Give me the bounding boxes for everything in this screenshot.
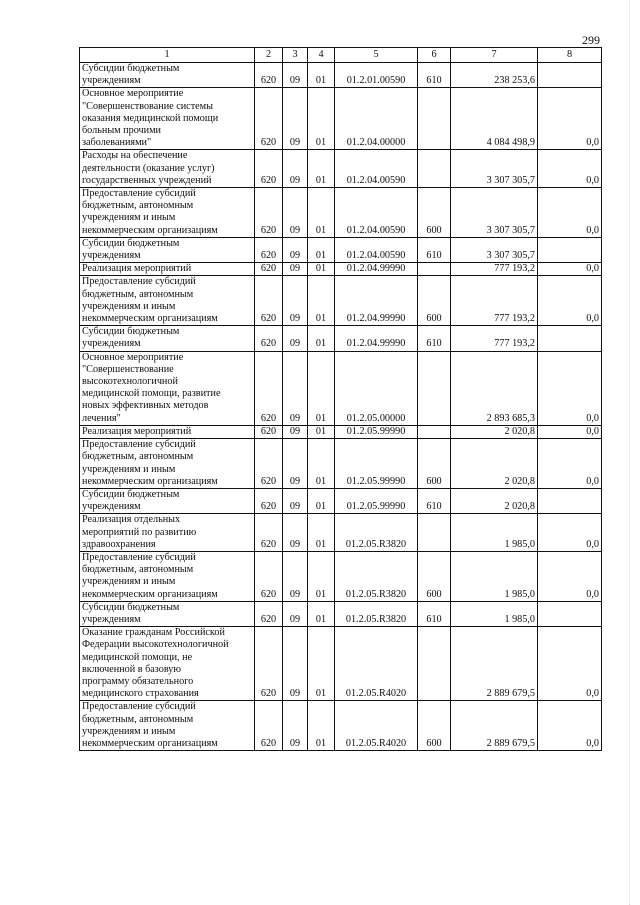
row-target-article-cell: 01.2.04.00590 [335,150,418,188]
row-name-cell: Субсидии бюджетным учреждениям [80,237,255,262]
row-amount-cell: 2 889 679,5 [451,627,538,701]
row-section-cell: 09 [283,326,308,351]
row-amount-2-cell: 0,0 [538,425,602,438]
row-admin-code-cell: 620 [255,63,283,88]
row-expense-type-cell: 610 [418,488,451,513]
row-name-cell: Реализация отдельных мероприятий по развитию здравоохранения [80,514,255,552]
row-subsection-cell: 01 [308,514,335,552]
row-section-cell: 09 [283,88,308,150]
row-amount-2-cell [538,326,602,351]
row-section-cell: 09 [283,188,308,238]
row-expense-type-cell: 610 [418,237,451,262]
row-subsection-cell: 01 [308,351,335,425]
row-expense-type-cell [418,425,451,438]
row-expense-type-cell [418,263,451,276]
row-admin-code-cell: 620 [255,150,283,188]
row-amount-2-cell: 0,0 [538,701,602,751]
row-subsection-cell: 01 [308,63,335,88]
scan-margin [629,0,640,905]
row-subsection-cell: 01 [308,263,335,276]
row-expense-type-cell [418,150,451,188]
table-row [80,514,602,552]
row-subsection-cell: 01 [308,601,335,626]
row-section-cell: 09 [283,150,308,188]
row-target-article-cell: 01.2.04.99990 [335,326,418,351]
row-target-article-cell: 01.2.05.99990 [335,425,418,438]
row-section-cell: 09 [283,237,308,262]
row-name-cell: Предоставление субсидий бюджетным, автономным учреждениям и иным некоммерческим организациям [80,188,255,238]
row-admin-code-cell: 620 [255,326,283,351]
table-row [80,439,602,489]
table-row [80,601,602,626]
row-expense-type-cell [418,88,451,150]
row-amount-2-cell: 0,0 [538,514,602,552]
row-target-article-cell: 01.2.01.00590 [335,63,418,88]
row-amount-2-cell [538,601,602,626]
row-amount-cell: 2 889 679,5 [451,701,538,751]
row-target-article-cell: 01.2.05.99990 [335,488,418,513]
row-amount-cell: 3 307 305,7 [451,150,538,188]
row-amount-cell: 1 985,0 [451,601,538,626]
header-col-7: 7 [451,48,538,63]
table-row [80,150,602,188]
row-target-article-cell: 01.2.05.00000 [335,351,418,425]
row-subsection-cell: 01 [308,150,335,188]
row-section-cell: 09 [283,627,308,701]
row-admin-code-cell: 620 [255,551,283,601]
row-amount-cell: 238 253,6 [451,63,538,88]
row-target-article-cell: 01.2.04.00000 [335,88,418,150]
row-amount-cell: 3 307 305,7 [451,188,538,238]
row-admin-code-cell: 620 [255,439,283,489]
row-amount-2-cell: 0,0 [538,439,602,489]
row-subsection-cell: 01 [308,701,335,751]
row-target-article-cell: 01.2.04.00590 [335,237,418,262]
row-name-cell: Субсидии бюджетным учреждениям [80,488,255,513]
table-row [80,276,602,326]
row-admin-code-cell: 620 [255,488,283,513]
row-expense-type-cell: 610 [418,601,451,626]
row-expense-type-cell: 600 [418,701,451,751]
row-amount-2-cell: 0,0 [538,188,602,238]
budget-table [79,47,602,751]
row-name-cell: Субсидии бюджетным учреждениям [80,63,255,88]
row-name-cell: Субсидии бюджетным учреждениям [80,326,255,351]
row-subsection-cell: 01 [308,88,335,150]
table-row [80,425,602,438]
row-admin-code-cell: 620 [255,88,283,150]
row-expense-type-cell [418,627,451,701]
table-row [80,263,602,276]
row-target-article-cell: 01.2.05.99990 [335,439,418,489]
row-admin-code-cell: 620 [255,188,283,238]
row-target-article-cell: 01.2.05.R3820 [335,514,418,552]
row-amount-cell: 4 084 498,9 [451,88,538,150]
row-amount-cell: 2 020,8 [451,425,538,438]
table-header-row [80,48,602,63]
row-amount-2-cell: 0,0 [538,551,602,601]
table-row [80,237,602,262]
row-admin-code-cell: 620 [255,276,283,326]
row-amount-cell: 2 893 685,3 [451,351,538,425]
row-amount-2-cell [538,237,602,262]
row-target-article-cell: 01.2.05.R4020 [335,701,418,751]
row-expense-type-cell [418,351,451,425]
row-section-cell: 09 [283,351,308,425]
table-row [80,701,602,751]
table-row [80,188,602,238]
row-subsection-cell: 01 [308,276,335,326]
row-subsection-cell: 01 [308,551,335,601]
row-amount-cell: 1 985,0 [451,551,538,601]
row-section-cell: 09 [283,551,308,601]
row-admin-code-cell: 620 [255,627,283,701]
row-expense-type-cell: 600 [418,188,451,238]
row-amount-2-cell: 0,0 [538,150,602,188]
header-col-2: 2 [255,48,283,63]
row-name-cell: Реализация мероприятий [80,263,255,276]
row-target-article-cell: 01.2.04.99990 [335,276,418,326]
table-row [80,63,602,88]
row-amount-cell: 1 985,0 [451,514,538,552]
header-col-3: 3 [283,48,308,63]
table-row [80,351,602,425]
row-name-cell: Основное мероприятие "Совершенствование высокотехнологичной медицинской помощи, развитие новых эффективных методов лечения" [80,351,255,425]
row-amount-2-cell [538,63,602,88]
row-amount-cell: 777 193,2 [451,326,538,351]
row-subsection-cell: 01 [308,326,335,351]
row-subsection-cell: 01 [308,439,335,489]
row-subsection-cell: 01 [308,425,335,438]
row-section-cell: 09 [283,63,308,88]
row-amount-cell: 3 307 305,7 [451,237,538,262]
row-target-article-cell: 01.2.05.R4020 [335,627,418,701]
row-name-cell: Реализация мероприятий [80,425,255,438]
row-admin-code-cell: 620 [255,601,283,626]
row-amount-2-cell: 0,0 [538,351,602,425]
row-subsection-cell: 01 [308,237,335,262]
table-row [80,488,602,513]
header-col-5: 5 [335,48,418,63]
row-name-cell: Предоставление субсидий бюджетным, автономным учреждениям и иным некоммерческим организациям [80,701,255,751]
row-section-cell: 09 [283,439,308,489]
row-target-article-cell: 01.2.05.R3820 [335,551,418,601]
page-number: 299 [582,33,600,47]
row-admin-code-cell: 620 [255,263,283,276]
row-subsection-cell: 01 [308,627,335,701]
row-name-cell: Предоставление субсидий бюджетным, автономным учреждениям и иным некоммерческим организациям [80,439,255,489]
table-row [80,326,602,351]
row-section-cell: 09 [283,514,308,552]
table-row [80,627,602,701]
row-subsection-cell: 01 [308,488,335,513]
row-amount-2-cell [538,488,602,513]
table-row [80,88,602,150]
row-expense-type-cell: 600 [418,276,451,326]
row-name-cell: Расходы на обеспечение деятельности (оказание услуг) государственных учреждений [80,150,255,188]
row-amount-2-cell: 0,0 [538,276,602,326]
row-name-cell: Субсидии бюджетным учреждениям [80,601,255,626]
row-section-cell: 09 [283,601,308,626]
row-name-cell: Оказание гражданам Российской Федерации высокотехнологичной медицинской помощи, не включенной в базовую программу обязательного медицинского страхования [80,627,255,701]
row-target-article-cell: 01.2.04.00590 [335,188,418,238]
row-admin-code-cell: 620 [255,701,283,751]
row-admin-code-cell: 620 [255,237,283,262]
row-amount-2-cell: 0,0 [538,627,602,701]
row-section-cell: 09 [283,488,308,513]
header-col-4: 4 [308,48,335,63]
row-subsection-cell: 01 [308,188,335,238]
row-amount-cell: 2 020,8 [451,439,538,489]
row-name-cell: Предоставление субсидий бюджетным, автономным учреждениям и иным некоммерческим организациям [80,276,255,326]
row-expense-type-cell: 600 [418,439,451,489]
table-row [80,551,602,601]
header-col-6: 6 [418,48,451,63]
row-admin-code-cell: 620 [255,351,283,425]
row-expense-type-cell [418,514,451,552]
row-expense-type-cell: 610 [418,326,451,351]
row-admin-code-cell: 620 [255,425,283,438]
row-expense-type-cell: 600 [418,551,451,601]
row-admin-code-cell: 620 [255,514,283,552]
row-amount-2-cell: 0,0 [538,263,602,276]
row-target-article-cell: 01.2.05.R3820 [335,601,418,626]
row-amount-cell: 777 193,2 [451,263,538,276]
row-target-article-cell: 01.2.04.99990 [335,263,418,276]
row-expense-type-cell: 610 [418,63,451,88]
row-section-cell: 09 [283,263,308,276]
row-name-cell: Предоставление субсидий бюджетным, автономным учреждениям и иным некоммерческим организациям [80,551,255,601]
header-col-1: 1 [80,48,255,63]
row-section-cell: 09 [283,276,308,326]
row-amount-2-cell: 0,0 [538,88,602,150]
row-amount-cell: 777 193,2 [451,276,538,326]
row-section-cell: 09 [283,425,308,438]
row-amount-cell: 2 020,8 [451,488,538,513]
row-section-cell: 09 [283,701,308,751]
header-col-8: 8 [538,48,602,63]
row-name-cell: Основное мероприятие "Совершенствование системы оказания медицинской помощи больным прочими заболеваниями" [80,88,255,150]
